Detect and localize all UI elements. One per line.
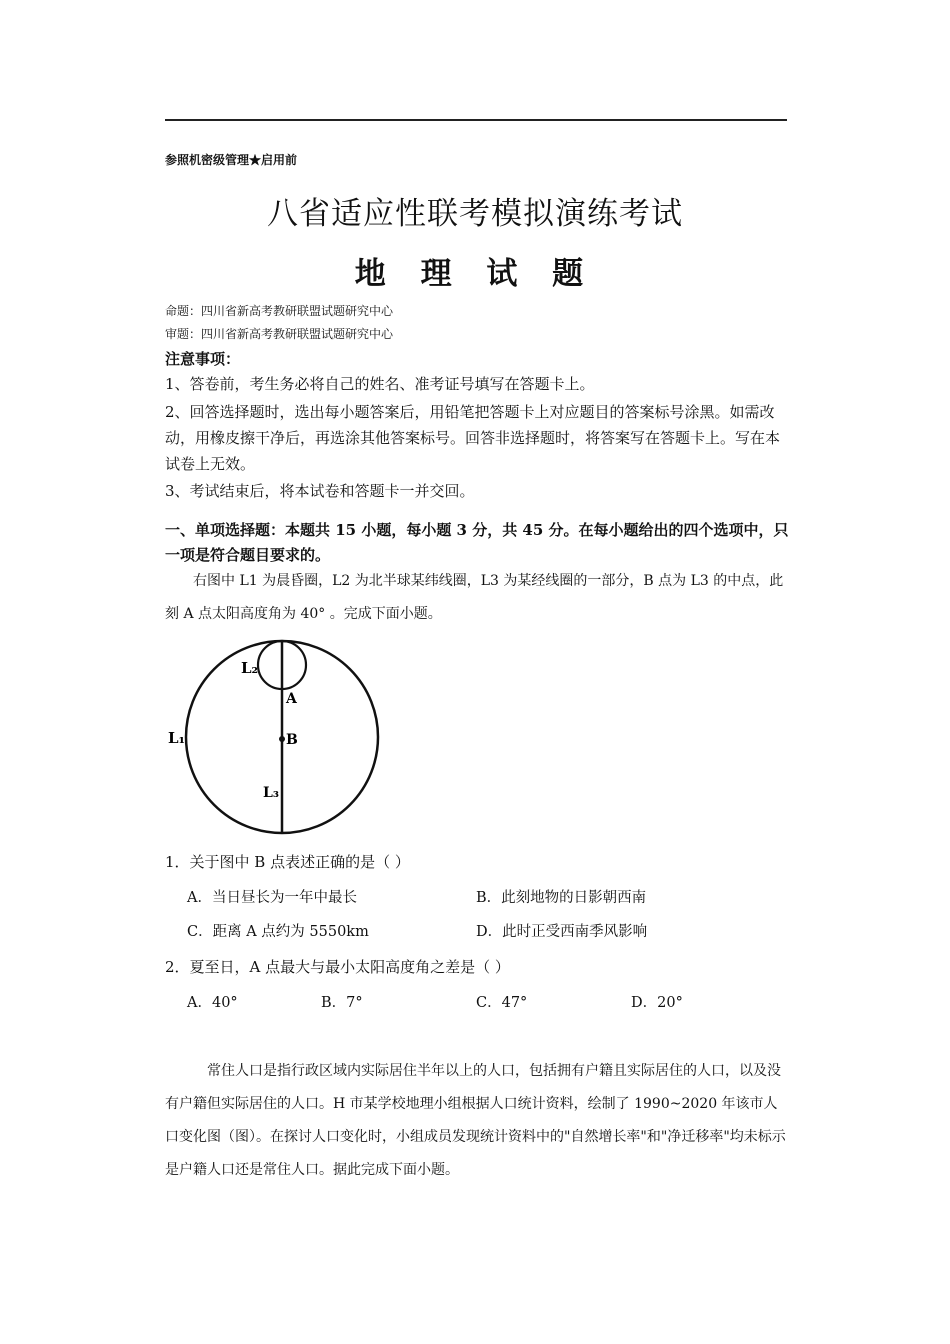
label-b: B: [286, 732, 298, 748]
exam-title: 八省适应性联考模拟演练考试: [267, 196, 683, 232]
notice-item-2: 2、回答选择题时，选出每小题答案后，用铅笔把答题卡上对应题目的答案标号涂黑。如需改动，用橡皮擦干净后，再选涂其他答案标号。回答非选择题时，将答案写在答题卡上。写在本试卷上无效。: [165, 403, 781, 473]
q2-option-b: B．7°: [321, 995, 363, 1011]
q2-option-d: D．20°: [631, 995, 683, 1011]
subject-title: 地 理 试 题: [354, 256, 596, 292]
notice-item-3: 3、考试结束后，将本试卷和答题卡一并交回。: [165, 482, 475, 500]
question-stem: 右图中 L1 为晨昏圈，L2 为北半球某纬线圈，L3 为某经线圈的一部分，B 点为 L3 的中点，此刻 A 点太阳高度角为 40° 。完成下面小题。: [165, 573, 784, 622]
q1-option-a: A．当日昼长为一年中最长: [187, 890, 357, 906]
question-2: 2．夏至日，A 点最大与最小太阳高度角之差是（ ）: [165, 958, 510, 976]
label-l3: L₃: [263, 785, 279, 801]
q2-option-c: C．47°: [476, 995, 528, 1011]
reviewer-line: 审题：四川省新高考教研联盟试题研究中心: [165, 327, 394, 341]
population-passage: 常住人口是指行政区域内实际居住半年以上的人口，包括拥有户籍且实际居住的人口，以及没有户籍但实际居住的人口。H 市某学校地理小组根据人口统计资料，绘制了 1990~2020 年该市人口变化图（图）。在探讨人口变化时，小组成员发现统计资料中的"自然增长率"和"净迁移率"均未标示是户籍人口还是常住人口。据此完成下面小题。: [165, 1063, 786, 1178]
notice-item-1: 1、答卷前，考生务必将自己的姓名、准考证号填写在答题卡上。: [165, 375, 595, 393]
q2-option-a: A．40°: [187, 995, 238, 1011]
secret-label: 参照机密级管理★启用前: [165, 153, 298, 167]
top-rule: [165, 119, 787, 121]
label-a: A: [286, 691, 297, 707]
notice-heading: 注意事项：: [165, 350, 241, 368]
section-heading: 一、单项选择题：本题共 15 小题，每小题 3 分，共 45 分。在每小题给出的四个选项中，只一项是符合题目要求的。: [165, 521, 789, 564]
point-b-marker: [279, 736, 285, 742]
q1-option-b: B．此刻地物的日影朝西南: [476, 890, 647, 906]
question-1: 1．关于图中 B 点表述正确的是（ ）: [165, 853, 410, 871]
label-l1: L₁: [168, 729, 186, 747]
label-l2: L₂: [241, 659, 259, 677]
q1-option-d: D．此时正受西南季风影响: [476, 924, 648, 940]
earth-diagram: [160, 638, 400, 838]
proposer-line: 命题：四川省新高考教研联盟试题研究中心: [165, 304, 394, 318]
q1-option-c: C．距离 A 点约为 5550km: [187, 924, 369, 940]
